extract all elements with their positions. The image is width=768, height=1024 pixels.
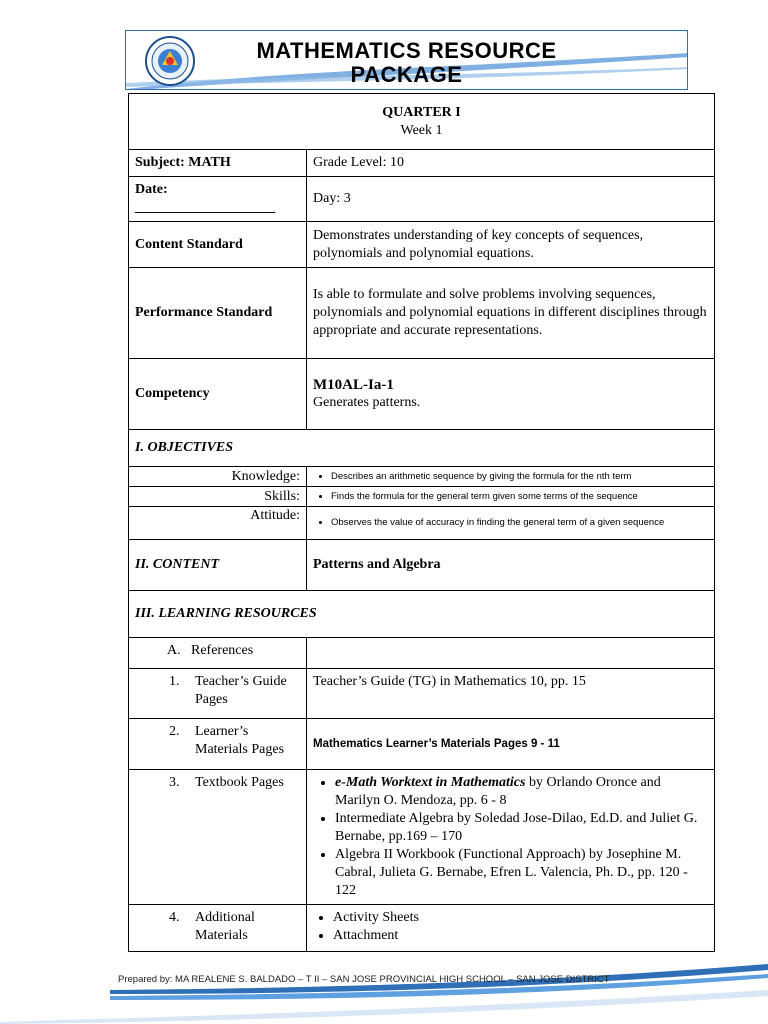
additional-material-item-1: • Activity Sheets: [333, 909, 708, 927]
textbook-line: [135, 774, 300, 792]
performance-standard-value: Is able to formulate and solve problems involving sequences, polynomials and polynomial equations in different disciplines through appropriate and accurate representations.: [307, 268, 715, 359]
competency-text: Generates patterns.: [313, 395, 421, 410]
subject-label: Subject: MATH: [129, 150, 307, 177]
textbook-item-1: [335, 774, 708, 810]
textbook-num: 3.: [169, 775, 180, 790]
week-label: Week 1: [400, 122, 443, 138]
skills-list: [313, 490, 708, 504]
competency-code: M10AL-Ia-1: [313, 377, 394, 393]
content-heading: II. CONTENT: [129, 540, 307, 591]
attitude-cell: [307, 507, 715, 540]
quarter-cell: [129, 94, 715, 150]
attitude-label: Attitude:: [129, 507, 307, 540]
textbook-label: Textbook Pages: [195, 775, 284, 790]
teachers-guide-label: Teacher’s Guide Pages: [195, 674, 287, 707]
date-row: [129, 177, 715, 222]
performance-standard-label: Performance Standard: [129, 268, 307, 359]
references-value: [307, 638, 715, 669]
footer-swoosh-decoration: [0, 960, 768, 1024]
references-cell: [129, 638, 307, 669]
resources-heading: III. LEARNING RESOURCES: [129, 591, 715, 638]
teachers-guide-num: 1.: [169, 674, 180, 689]
additional-materials-row: [129, 905, 715, 952]
skills-label: Skills:: [129, 487, 307, 507]
additional-materials-cell: [129, 905, 307, 952]
additional-materials-line: [135, 909, 300, 945]
content-standard-value: Demonstrates understanding of key concepts of sequences, polynomials and polynomial equations.: [307, 222, 715, 268]
references-row: [129, 638, 715, 669]
content-standard-row: [129, 222, 715, 268]
quarter-row: [129, 94, 715, 150]
title-line-1: MATHEMATICS RESOURCE: [256, 38, 557, 63]
knowledge-item: • Describes an arithmetic sequence by giving the formula for the nth term: [331, 470, 708, 484]
subject-row: [129, 150, 715, 177]
title-line-2: PACKAGE: [350, 62, 463, 87]
competency-row: [129, 359, 715, 430]
knowledge-label: Knowledge:: [129, 467, 307, 487]
additional-materials-label: Additional Materials: [195, 910, 255, 943]
additional-materials-num: 4.: [169, 910, 180, 925]
page-title: [126, 39, 687, 87]
additional-material-item-2: • Attachment: [333, 927, 708, 945]
objectives-heading: I. OBJECTIVES: [129, 430, 715, 467]
learners-materials-cell: [129, 719, 307, 770]
skills-row: [129, 487, 715, 507]
skills-item: • Finds the formula for the general term given some terms of the sequence: [331, 490, 708, 504]
competency-label: Competency: [129, 359, 307, 430]
learners-materials-num: 2.: [169, 724, 180, 739]
content-value: Patterns and Algebra: [307, 540, 715, 591]
content-standard-label: Content Standard: [129, 222, 307, 268]
grade-level: Grade Level: 10: [307, 150, 715, 177]
content-row: [129, 540, 715, 591]
learners-materials-row: [129, 719, 715, 770]
competency-cell: [307, 359, 715, 430]
references-line: [135, 642, 300, 660]
day-value: Day: 3: [307, 177, 715, 222]
skills-cell: [307, 487, 715, 507]
additional-materials-list: [313, 909, 708, 945]
teachers-guide-line: [135, 673, 300, 709]
textbook-item-3: • Algebra II Workbook (Functional Approach) by Josephine M. Cabral, Julieta G. Bernabe, Efren L. Valencia, Ph. D., pp. 120 - 122: [335, 846, 708, 900]
textbook-item-2: • Intermediate Algebra by Soledad Jose-Dilao, Ed.D. and Juliet G. Bernabe, pp.169 – 170: [335, 810, 708, 846]
footer-prepared-by: Prepared by: MA REALENE S. BALDADO – T II – SAN JOSE PROVINCIAL HIGH SCHOOL – SAN JOSE DISTRICT: [118, 974, 610, 985]
additional-materials-value-cell: [307, 905, 715, 952]
lesson-plan-table: [128, 93, 715, 952]
learners-materials-value: Mathematics Learner’s Materials Pages 9 - 11: [307, 719, 715, 770]
knowledge-row: [129, 467, 715, 487]
quarter-label: QUARTER I: [382, 104, 461, 120]
textbook-value-cell: [307, 770, 715, 905]
textbook-list: [313, 774, 708, 900]
performance-standard-row: [129, 268, 715, 359]
attitude-row: [129, 507, 715, 540]
textbook-item-1-title: e-Math Worktext in Mathematics: [335, 775, 526, 790]
textbook-row: [129, 770, 715, 905]
teachers-guide-cell: [129, 669, 307, 719]
teachers-guide-row: [129, 669, 715, 719]
textbook-item-1-rest: by Orlando Oronce and Marilyn O. Mendoza, pp. 6 - 8: [335, 775, 661, 808]
attitude-list: [313, 516, 708, 530]
deped-seal-logo: [144, 35, 196, 87]
references-label: References: [191, 643, 254, 658]
knowledge-cell: [307, 467, 715, 487]
learners-materials-label: Learner’s Materials Pages: [195, 724, 285, 757]
attitude-item: • Observes the value of accuracy in finding the general term of a given sequence: [331, 516, 708, 530]
teachers-guide-value: Teacher’s Guide (TG) in Mathematics 10, pp. 15: [307, 669, 715, 719]
date-label: Date: ____________________: [129, 177, 307, 222]
resources-heading-row: [129, 591, 715, 638]
learners-materials-line: [135, 723, 300, 759]
objectives-heading-row: [129, 430, 715, 467]
header-banner: [125, 30, 688, 90]
knowledge-list: [313, 470, 708, 484]
textbook-cell: [129, 770, 307, 905]
references-letter: A.: [167, 643, 181, 658]
